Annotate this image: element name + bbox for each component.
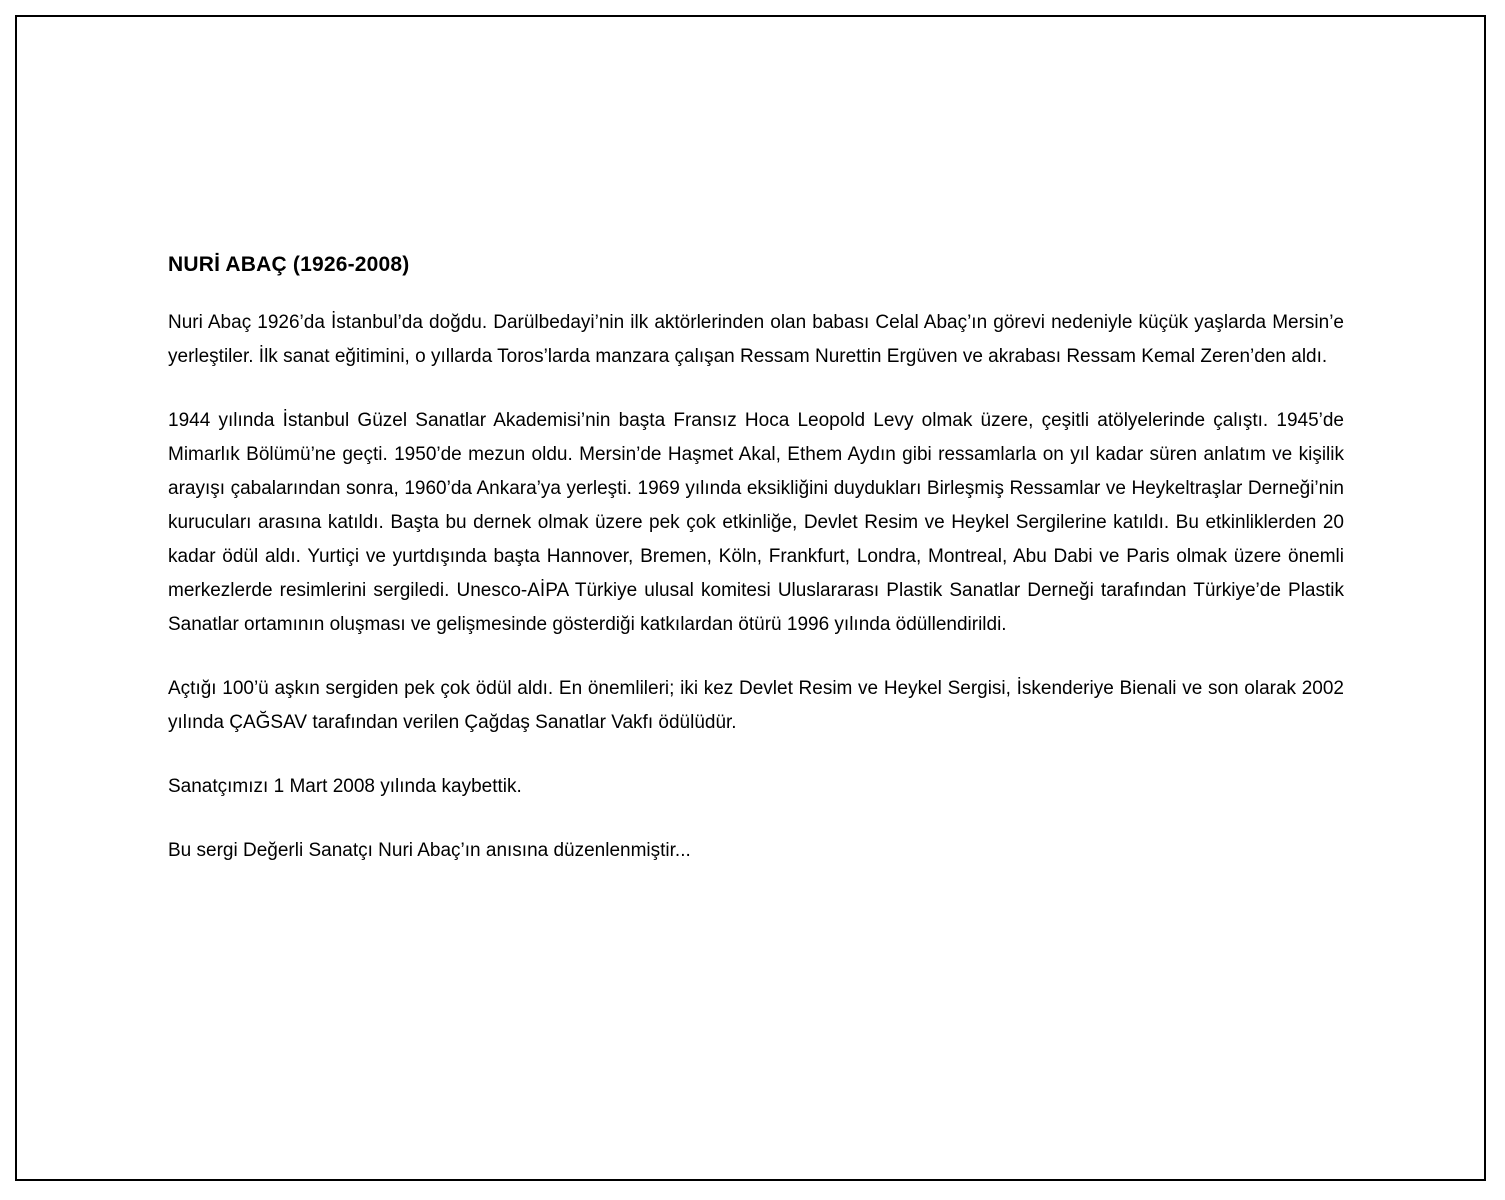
- document-title: NURİ ABAÇ (1926-2008): [168, 253, 410, 276]
- paragraph-awards: Açtığı 100’ü aşkın sergiden pek çok ödül aldı. En önemlileri; iki kez Devlet Resim ve Heykel Sergisi, İskenderiye Bienali ve son olarak 2002 yılında ÇAĞSAV tarafından verilen Çağdaş Sanatlar Vakfı ödülüdür.: [168, 678, 1344, 733]
- paragraph-early-life: Nuri Abaç 1926’da İstanbul’da doğdu. Darülbedayi’nin ilk aktörlerinden olan babası Celal Abaç’ın görevi nedeniyle küçük yaşlarda Mersin’e yerleştiler. İlk sanat eğitimini, o yıllarda Toros’larda manzara çalışan Ressam Nurettin Ergüven ve akrabası Ressam Kemal Zeren’den aldı.: [168, 312, 1344, 367]
- paragraph-dedication: Bu sergi Değerli Sanatçı Nuri Abaç’ın anısına düzenlenmiştir...: [168, 840, 691, 861]
- document-content: [168, 250, 1344, 898]
- paragraph-death: Sanatçımızı 1 Mart 2008 yılında kaybettik.: [168, 776, 522, 797]
- paragraph-career: 1944 yılında İstanbul Güzel Sanatlar Akademisi’nin başta Fransız Hoca Leopold Levy olmak üzere, çeşitli atölyelerinde çalıştı. 1945’de Mimarlık Bölümü’ne geçti. 1950’de mezun oldu. Mersin’de Haşmet Akal, Ethem Aydın gibi ressamlarla on yıl kadar süren anlatım ve kişilik arayışı çabalarından sonra, 1960’da Ankara’ya yerleşti. 1969 yılında eksikliğini duydukları Birleşmiş Ressamlar ve Heykeltraşlar Derneği’nin kurucuları arasına katıldı. Başta bu dernek olmak üzere pek çok etkinliğe, Devlet Resim ve Heykel Sergilerine katıldı. Bu etkinliklerden 20 kadar ödül aldı. Yurtiçi ve yurtdışında başta Hannover, Bremen, Köln, Frankfurt, Londra, Montreal, Abu Dabi ve Paris olmak üzere önemli merkezlerde resimlerini sergiledi. Unesco-AİPA Türkiye ulusal komitesi Uluslararası Plastik Sanatlar Derneği tarafından Türkiye’de Plastik Sanatlar ortamının oluşması ve gelişmesinde gösterdiği katkılardan ötürü 1996 yılında ödüllendirildi.: [168, 410, 1344, 635]
